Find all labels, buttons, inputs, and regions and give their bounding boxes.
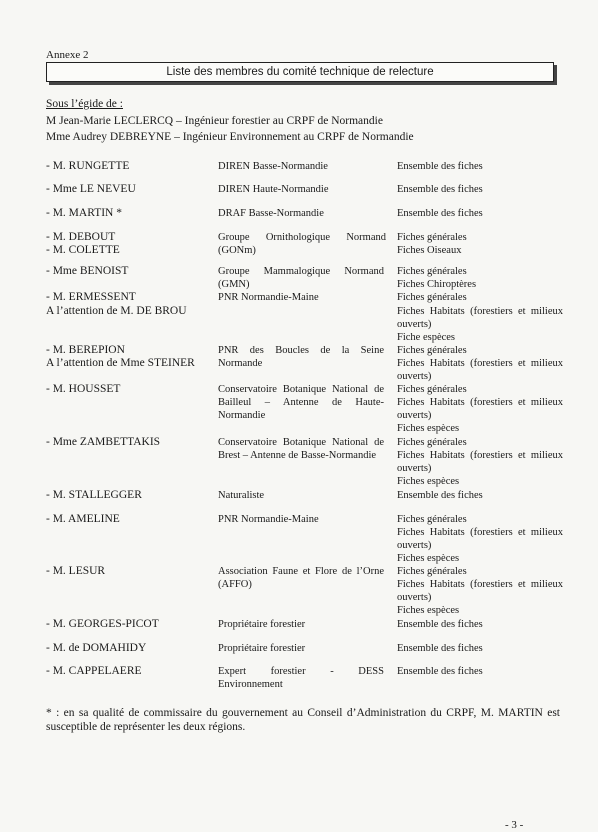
- member-name: - M. MARTIN *: [46, 207, 122, 219]
- member-docs: Fiches générales: [397, 384, 467, 395]
- member-name: - M. STALLEGGER: [46, 489, 142, 501]
- member-name: - M. ERMESSENT: [46, 291, 136, 303]
- member-docs: Fiches Oiseaux: [397, 245, 462, 256]
- member-name: - M. LESUR: [46, 565, 106, 577]
- member-name: - Mme ZAMBETTAKIS: [46, 436, 161, 448]
- member-org: Groupe Ornithologique Normand (GONm): [218, 232, 386, 256]
- member-org: DRAF Basse-Normandie: [218, 208, 324, 219]
- member-docs: Ensemble des fiches: [397, 184, 483, 195]
- member-docs: Ensemble des fiches: [397, 619, 483, 630]
- member-org: Propriétaire forestier: [218, 643, 306, 654]
- member-docs: Fiches générales: [397, 266, 467, 277]
- member-docs: Fiches générales: [397, 437, 467, 448]
- egide-line: Mme Audrey DEBREYNE – Ingénieur Environnement au CRPF de Normandie: [46, 131, 414, 143]
- page-title: Liste des membres du comité technique de relecture: [166, 66, 434, 78]
- egide-line: M Jean-Marie LECLERCQ – Ingénieur forestier au CRPF de Normandie: [46, 115, 383, 127]
- member-docs: Fiches générales: [397, 566, 467, 577]
- member-docs: Fiches espèces: [397, 476, 460, 487]
- footnote: * : en sa qualité de commissaire du gouvernement au Conseil d’Administration du CRPF, M. MARTIN est susceptible de représenter les deux régions.: [46, 707, 560, 733]
- member-docs: Fiches espèces: [397, 605, 460, 616]
- member-org: PNR Normandie-Maine: [218, 514, 319, 525]
- member-docs: Fiches Chiroptères: [397, 279, 477, 290]
- member-org: Groupe Mammalogique Normand (GMN): [218, 266, 384, 290]
- member-docs: Fiches Habitats (forestiers et milieux ouverts): [397, 527, 563, 551]
- member-name: A l’attention de M. DE BROU: [46, 305, 187, 317]
- member-docs: Ensemble des fiches: [397, 643, 483, 654]
- member-name: - M. GEORGES-PICOT: [46, 618, 159, 630]
- member-docs: Fiches Habitats (forestiers et milieux ouverts): [397, 358, 563, 382]
- member-name: - M. DEBOUT: [46, 231, 116, 243]
- member-org: Expert forestier - DESS Environnement: [218, 666, 384, 690]
- member-docs: Ensemble des fiches: [397, 490, 483, 501]
- egide-label: Sous l’égide de :: [46, 98, 123, 110]
- member-name: - M. BEREPION: [46, 344, 125, 356]
- member-name: - M. HOUSSET: [46, 383, 121, 395]
- member-docs: Fiches Habitats (forestiers et milieux ouverts): [397, 450, 563, 474]
- member-name: - M. de DOMAHIDY: [46, 642, 147, 654]
- member-org: PNR Normandie-Maine: [218, 292, 319, 303]
- annexe-label: Annexe 2: [46, 49, 89, 61]
- member-org: DIREN Basse-Normandie: [218, 161, 328, 172]
- member-org: Association Faune et Flore de l’Orne (AFFO): [218, 566, 384, 590]
- member-docs: Fiches générales: [397, 232, 467, 243]
- member-org: PNR des Boucles de la Seine Normande: [218, 345, 384, 369]
- member-org: Conservatoire Botanique National de Bailleul – Antenne de Haute-Normandie: [218, 384, 384, 421]
- page-number: - 3 -: [505, 819, 524, 831]
- member-docs: Fiches Habitats (forestiers et milieux ouverts): [397, 306, 563, 330]
- member-name: - M. COLETTE: [46, 244, 120, 256]
- member-name: A l’attention de Mme STEINER: [46, 357, 195, 369]
- member-docs: Fiche espèces: [397, 332, 456, 343]
- member-docs: Fiches Habitats (forestiers et milieux ouverts): [397, 397, 563, 421]
- title-box: [46, 62, 554, 82]
- member-docs: Fiches espèces: [397, 553, 460, 564]
- member-name: - Mme BENOIST: [46, 265, 129, 277]
- member-name: - M. AMELINE: [46, 513, 120, 525]
- member-docs: Ensemble des fiches: [397, 666, 483, 677]
- member-docs: Fiches espèces: [397, 423, 460, 434]
- member-name: - Mme LE NEVEU: [46, 183, 136, 195]
- member-docs: Fiches générales: [397, 292, 467, 303]
- member-name: - M. RUNGETTE: [46, 160, 130, 172]
- member-docs: Ensemble des fiches: [397, 161, 483, 172]
- member-org: Propriétaire forestier: [218, 619, 306, 630]
- member-docs: Fiches générales: [397, 345, 467, 356]
- member-docs: Fiches Habitats (forestiers et milieux ouverts): [397, 579, 563, 603]
- member-org: Conservatoire Botanique National de Brest – Antenne de Basse-Normandie: [218, 437, 384, 461]
- member-name: - M. CAPPELAERE: [46, 665, 142, 677]
- member-org: Naturaliste: [218, 490, 265, 501]
- member-docs: Ensemble des fiches: [397, 208, 483, 219]
- member-org: DIREN Haute-Normandie: [218, 184, 329, 195]
- member-docs: Fiches générales: [397, 514, 467, 525]
